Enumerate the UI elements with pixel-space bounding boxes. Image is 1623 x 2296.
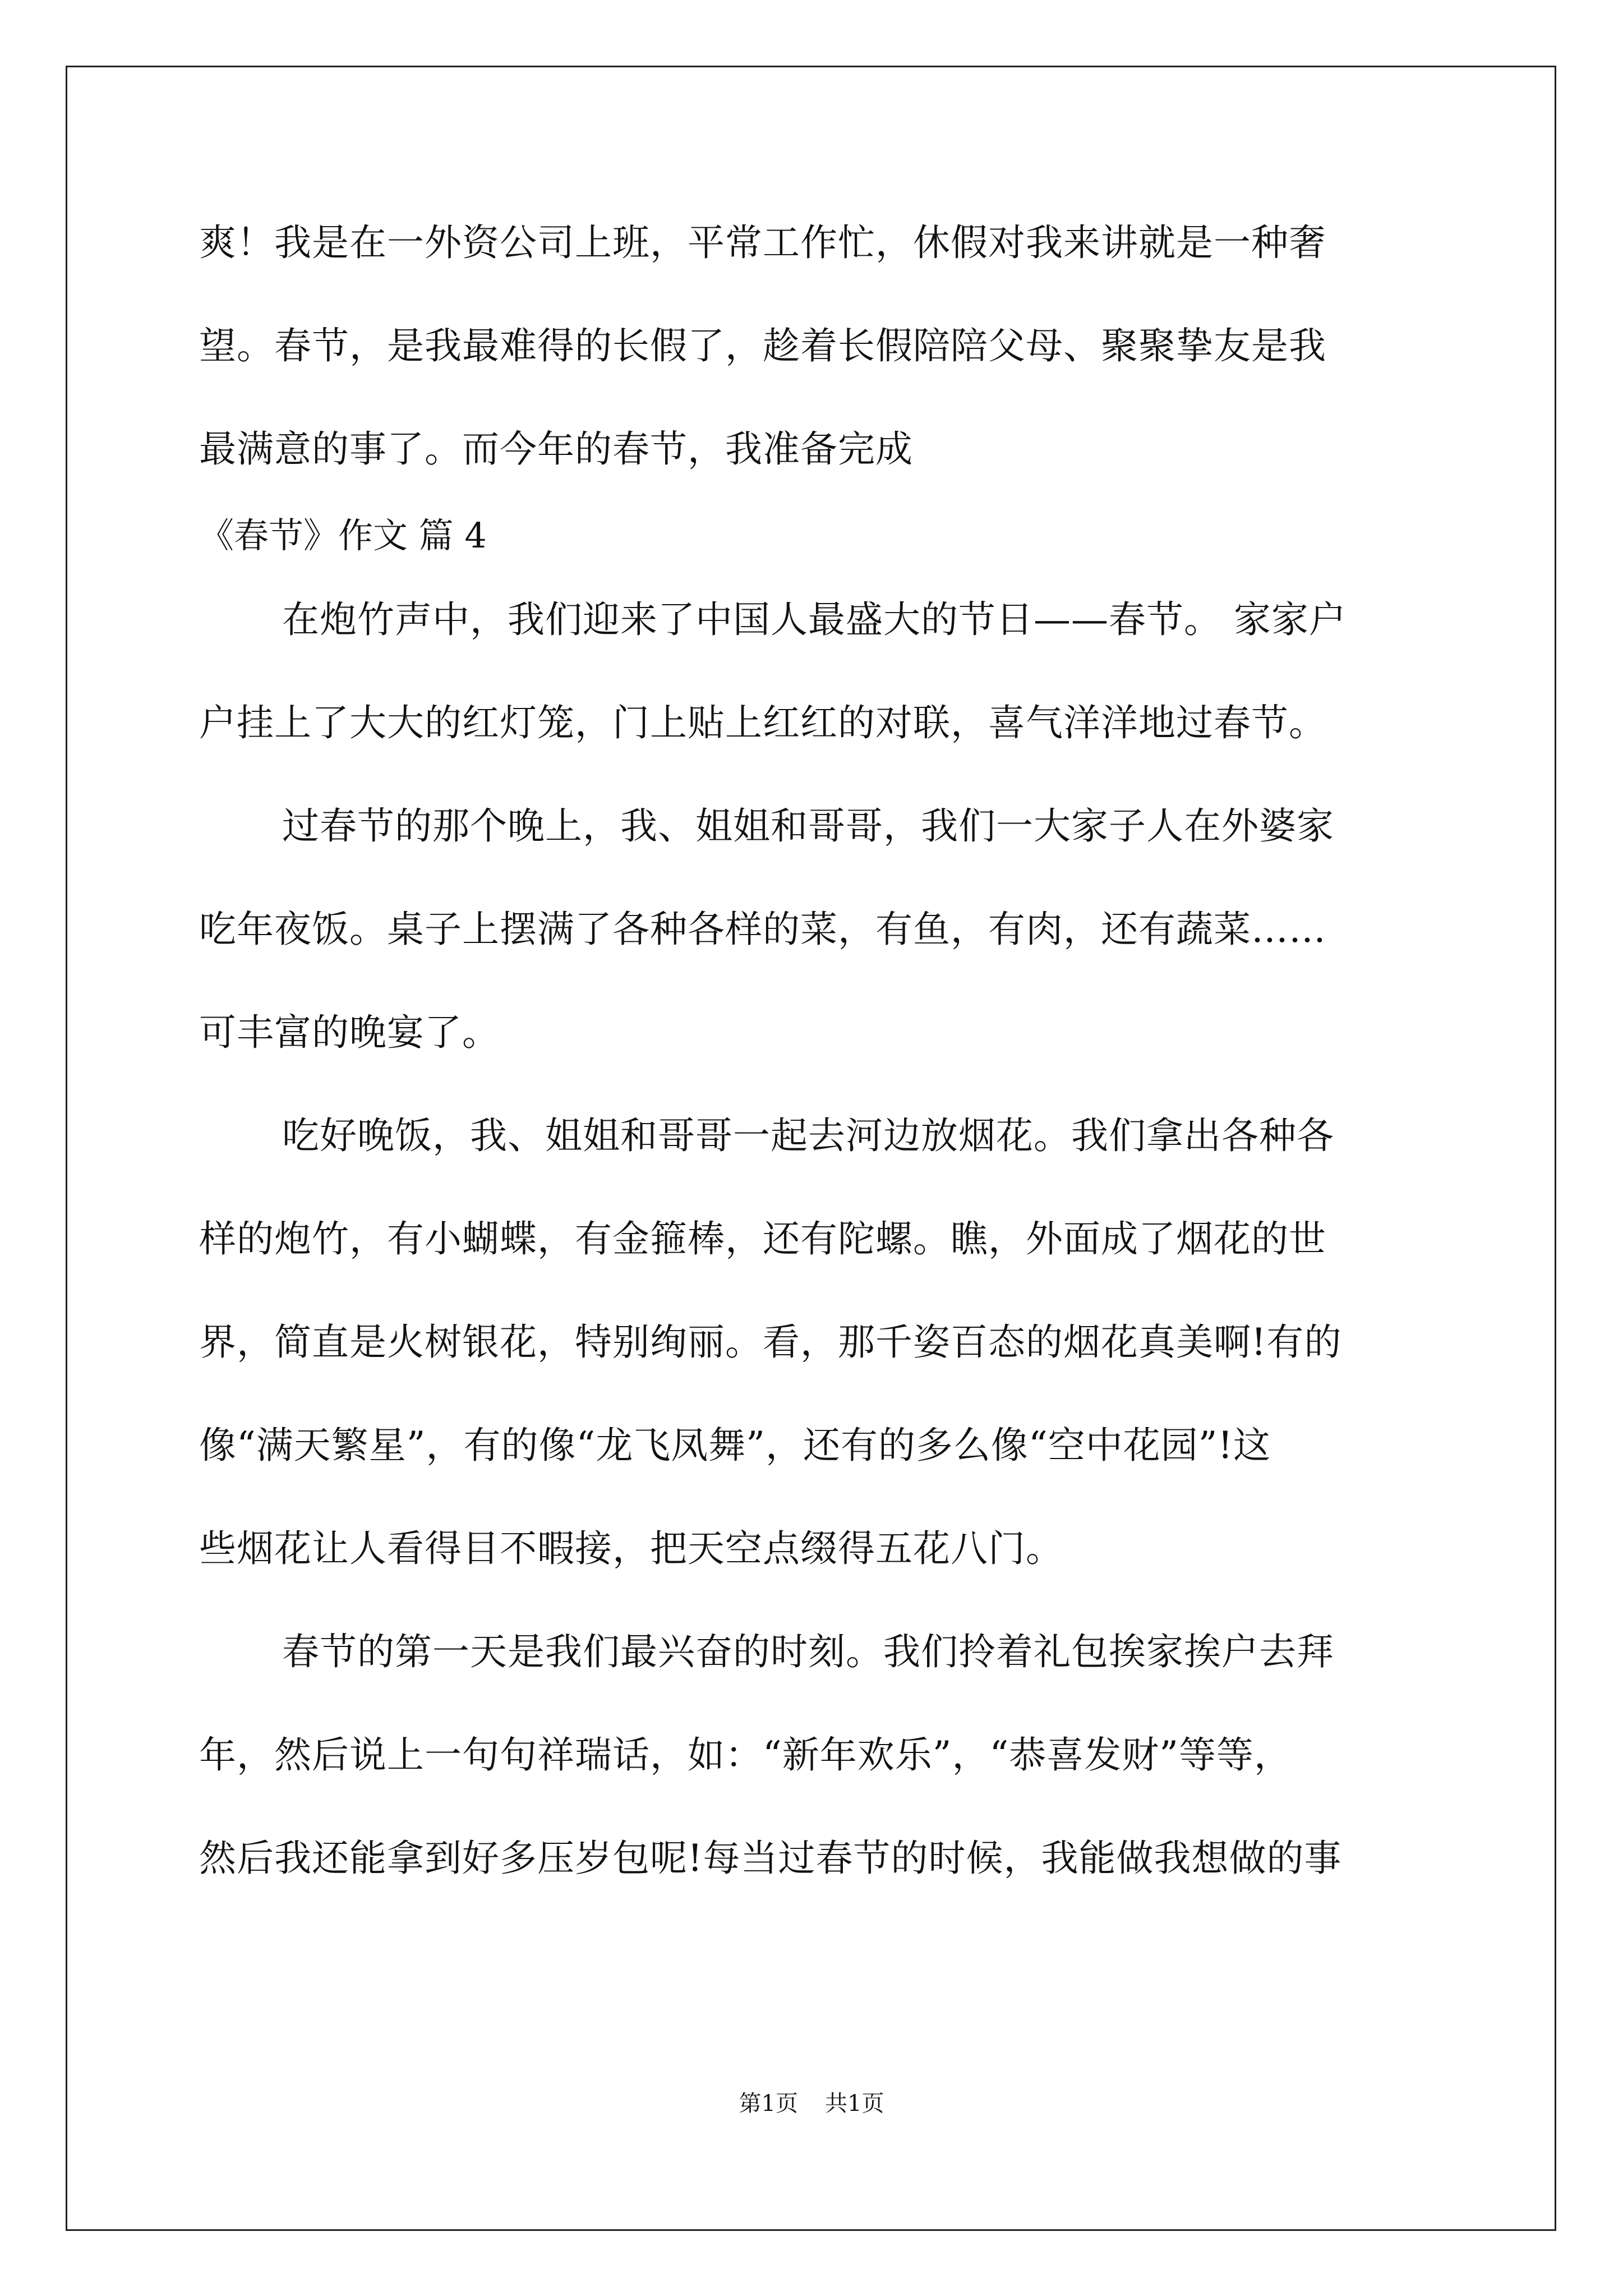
text-line: 样的炮竹，有小蝴蝶，有金箍棒，还有陀螺。瞧，外面成了烟花的世 <box>199 1217 1326 1260</box>
text-line: 望。春节，是我最难得的长假了，趁着长假陪陪父母、聚聚挚友是我 <box>199 324 1326 367</box>
page-number-total: 共1页 <box>825 2091 884 2116</box>
text-line: 可丰富的晚宴了。 <box>199 1011 500 1054</box>
text-line: 像“满天繁星”，有的像“龙飞凤舞”，还有的多么像“空中花园”!这 <box>199 1424 1271 1467</box>
document-body <box>199 218 1433 1936</box>
text-line: 爽！我是在一外资公司上班，平常工作忙，休假对我来讲就是一种奢 <box>199 221 1326 264</box>
paragraph-first-line: 春节的第一天是我们最兴奋的时刻。我们拎着礼包挨家挨户去拜 <box>282 1630 1334 1673</box>
text-line: 最满意的事了。而今年的春节，我准备完成 <box>199 427 913 471</box>
text-line: 年，然后说上一句句祥瑞话，如：“新年欢乐”，“恭喜发财”等等， <box>199 1733 1292 1777</box>
text-line: 然后我还能拿到好多压岁包呢!每当过春节的时候，我能做我想做的事 <box>199 1837 1342 1880</box>
text-line: 吃年夜饭。桌子上摆满了各种各样的菜，有鱼，有肉，还有蔬菜…… <box>199 908 1326 951</box>
section-heading: 《春节》作文 篇 4 <box>199 515 487 556</box>
paragraph-first-line: 吃好晚饭，我、姐姐和哥哥一起去河边放烟花。我们拿出各种各 <box>282 1114 1334 1157</box>
paragraph-first-line: 在炮竹声中，我们迎来了中国人最盛大的节日——春节。 家家户 <box>282 598 1347 641</box>
text-line: 户挂上了大大的红灯笼，门上贴上红红的对联，喜气洋洋地过春节。 <box>199 701 1326 744</box>
page-footer <box>0 2087 1623 2120</box>
text-line: 些烟花让人看得目不暇接，把天空点缀得五花八门。 <box>199 1527 1063 1570</box>
text-line: 界，简直是火树银花，特别绚丽。看，那千姿百态的烟花真美啊!有的 <box>199 1320 1342 1364</box>
paragraph-first-line: 过春节的那个晚上，我、姐姐和哥哥，我们一大家子人在外婆家 <box>282 804 1334 848</box>
page-number-current: 第1页 <box>739 2091 798 2116</box>
